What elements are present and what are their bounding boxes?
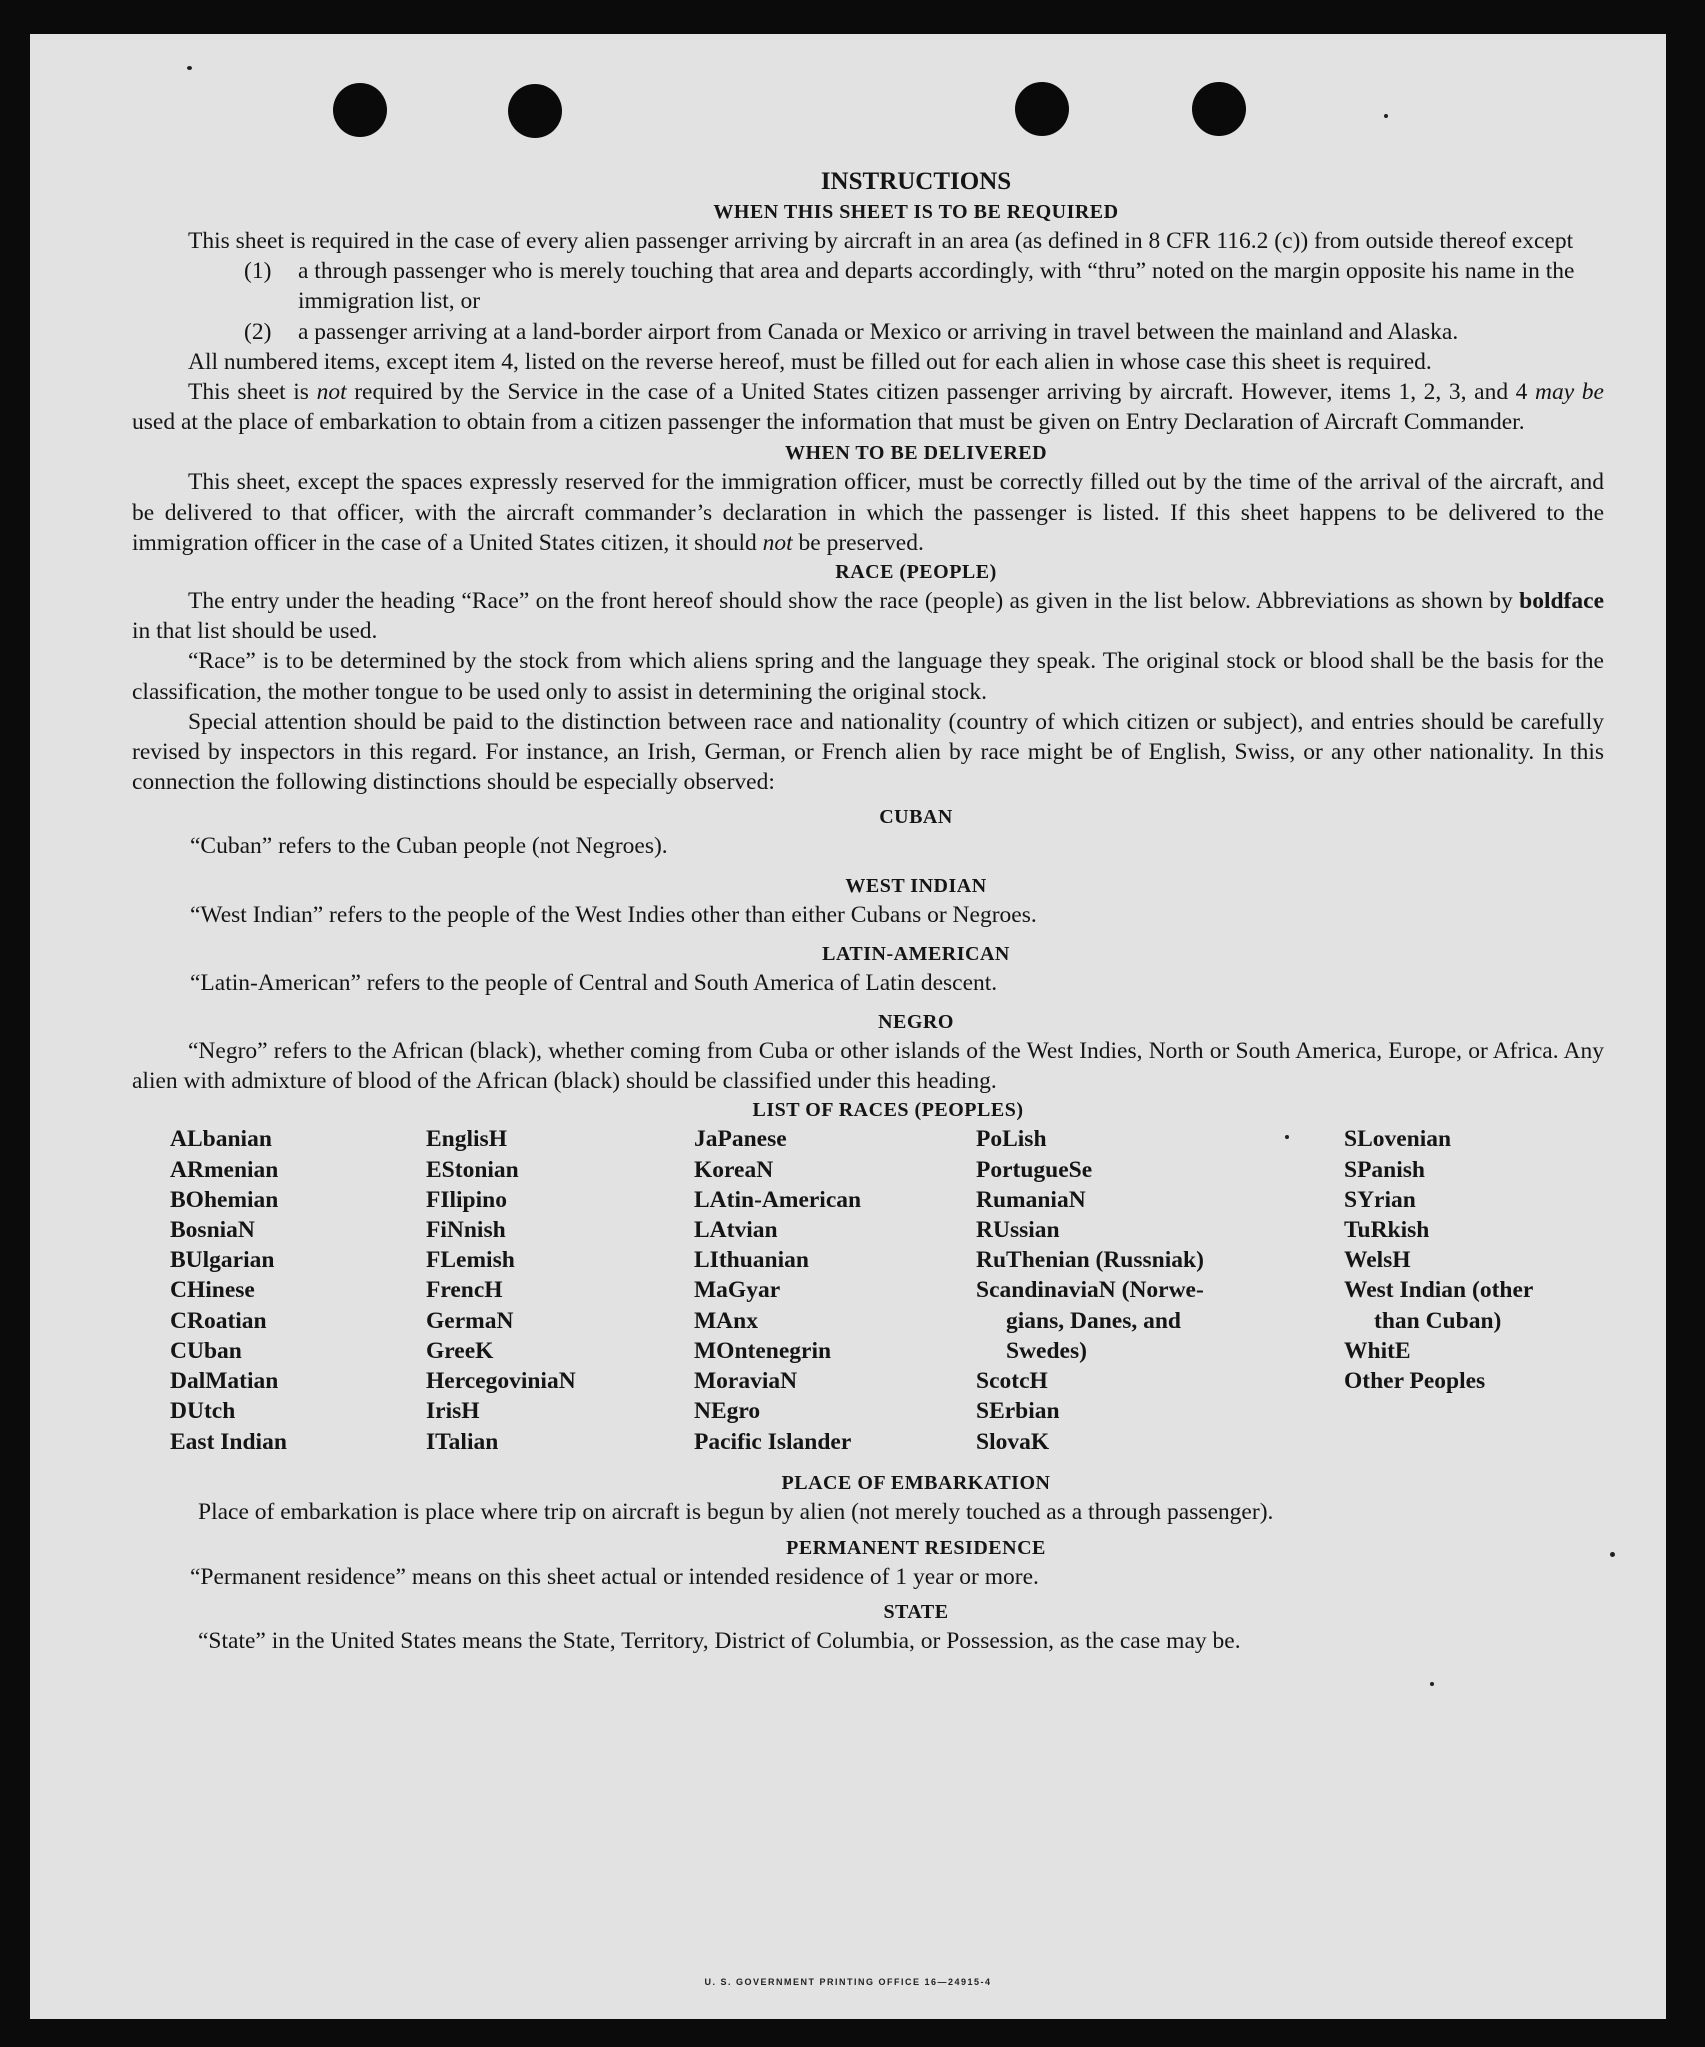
race-entry: WelsH (1344, 1247, 1411, 1274)
race-entry: SPanish (1344, 1156, 1425, 1183)
race-entry: RumaniaN (976, 1186, 1086, 1213)
race-entry: CUban (170, 1337, 242, 1364)
race-entry: SYrian (1344, 1186, 1416, 1213)
heading-latin-american: LATIN-AMERICAN (822, 942, 1010, 965)
page-title: INSTRUCTIONS (820, 168, 1012, 195)
race-entry: LIthuanian (694, 1247, 809, 1274)
race-entry: HercegoviniaN (426, 1368, 576, 1395)
race-entry: ScotcH (976, 1368, 1048, 1395)
race-entry: JaPanese (694, 1126, 787, 1153)
race-entry: BUlgarian (170, 1247, 275, 1274)
race-entry: CHinese (170, 1277, 255, 1304)
heading-cuban: CUBAN (879, 806, 953, 829)
punch-hole (333, 83, 387, 137)
exception-item-1 (244, 256, 1604, 316)
race-entry-continued: Swedes) (1006, 1337, 1087, 1364)
race-entry: FiNnish (426, 1217, 506, 1244)
race-entry: CRoatian (170, 1307, 267, 1334)
punch-hole (1015, 82, 1069, 136)
race-entry: GermaN (426, 1307, 514, 1334)
heading-permanent-residence: PERMANENT RESIDENCE (786, 1536, 1046, 1559)
race-entry: SErbian (976, 1398, 1060, 1425)
latin-american-definition: “Latin-American” refers to the people of Central and South America of Latin descent. (190, 969, 998, 996)
race-entry: ARmenian (170, 1156, 279, 1183)
race-entry: GreeK (426, 1337, 494, 1364)
race-entry: ITalian (426, 1428, 499, 1455)
west-indian-definition: “West Indian” refers to the people of the West Indies other than either Cubans or Negroes. (190, 901, 1037, 928)
race-entry: Pacific Islander (694, 1428, 852, 1455)
document-sheet (30, 34, 1666, 2019)
speck (1610, 1552, 1615, 1557)
race-entry: LAtvian (694, 1217, 778, 1244)
heading-west-indian: WEST INDIAN (845, 874, 987, 897)
numbered-items-paragraph: All numbered items, except item 4, listed on the reverse hereof, must be filled out for each alien in whose case this sheet is required. (188, 348, 1432, 375)
race-entry: KoreaN (694, 1156, 774, 1183)
heading-state: STATE (883, 1600, 949, 1623)
race-entry: MaGyar (694, 1277, 781, 1304)
race-entry: WhitE (1344, 1337, 1411, 1364)
embarkation-definition: Place of embarkation is place where trip on aircraft is begun by alien (not merely touched as a through passenger). (198, 1499, 1274, 1526)
heading-race: RACE (PEOPLE) (835, 561, 997, 584)
race-entry: EnglisH (426, 1126, 507, 1153)
race-entry: FLemish (426, 1247, 515, 1274)
cuban-definition: “Cuban” refers to the Cuban people (not Negroes). (190, 833, 668, 860)
residence-definition: “Permanent residence” means on this sheet actual or intended residence of 1 year or more. (190, 1563, 1039, 1590)
races-column-2 (426, 1124, 576, 1456)
race-paragraph-1: The entry under the heading “Race” on the front hereof should show the race (people) as given in the list below. Abbreviations as shown by boldface in that list should be used. (132, 588, 1604, 645)
race-entry: SLovenian (1344, 1126, 1452, 1153)
races-list (132, 1124, 1604, 1469)
race-entry: West Indian (other (1344, 1277, 1534, 1304)
race-entry: EStonian (426, 1156, 519, 1183)
race-entry: RuThenian (Russniak) (976, 1247, 1204, 1274)
race-paragraph-2: “Race” is to be determined by the stock from which aliens spring and the language they speak. The original stock or blood shall be the basis for the classification, the mother tongue to be used only to assist in determining the original stock. (132, 648, 1604, 705)
heading-when-required: WHEN THIS SHEET IS TO BE REQUIRED (713, 201, 1119, 223)
heading-place-of-embarkation: PLACE OF EMBARKATION (781, 1472, 1051, 1495)
race-entry: PoLish (976, 1126, 1047, 1153)
punch-hole (1192, 82, 1246, 136)
race-entry: MOntenegrin (694, 1337, 832, 1364)
race-entry: FrencH (426, 1277, 503, 1304)
heading-list-of-races: LIST OF RACES (PEOPLES) (752, 1099, 1024, 1122)
race-entry: Other Peoples (1344, 1368, 1486, 1395)
race-entry: BosniaN (170, 1217, 255, 1244)
race-entry: ScandinaviaN (Norwe- (976, 1277, 1204, 1304)
races-column-5 (1344, 1124, 1533, 1396)
races-column-1 (170, 1124, 287, 1456)
item-text: a through passenger who is merely touching that area and departs accordingly, with “thru” noted on the margin opposite his name in the immigration list, or (298, 258, 1575, 315)
race-entry: MoraviaN (694, 1368, 798, 1395)
negro-definition: “Negro” refers to the African (black), whether coming from Cuba or other islands of the West Indies, North or South America, Europe, or Africa. Any alien with admixture of blood of the African (black) should be classified under this heading. (132, 1038, 1604, 1095)
printing-office-footer: U. S. GOVERNMENT PRINTING OFFICE 16—24915-4 (704, 1977, 992, 1987)
item-number: (1) (244, 258, 272, 285)
speck (187, 66, 192, 70)
punch-hole (508, 84, 562, 138)
race-entry: BOhemian (170, 1186, 279, 1213)
race-entry: SlovaK (976, 1428, 1050, 1455)
race-entry: RUssian (976, 1217, 1060, 1244)
race-entry: PortugueSe (976, 1156, 1093, 1183)
races-column-4 (976, 1124, 1204, 1456)
race-entry: ALbanian (170, 1126, 272, 1153)
race-entry: NEgro (694, 1398, 761, 1425)
delivered-paragraph: This sheet, except the spaces expressly reserved for the immigration officer, must be correctly filled out by the time of the arrival of the aircraft, and be delivered to that officer, with the aircraft commander’s declaration in which the passenger is listed. If this sheet happens to be delivered to the immigration officer in the case of a United States citizen, it should not be preserved. (132, 469, 1604, 556)
speck (1384, 114, 1388, 118)
race-entry: IrisH (426, 1398, 480, 1425)
race-entry: LAtin-American (694, 1186, 862, 1213)
race-entry-continued: gians, Danes, and (1006, 1307, 1181, 1334)
item-number: (2) (244, 318, 272, 345)
heading-negro: NEGRO (878, 1011, 954, 1034)
citizen-paragraph: This sheet is not required by the Service in the case of a United States citizen passenger arriving by aircraft. However, items 1, 2, 3, and 4 may be used at the place of embarkation to obtain from a citizen passenger the information that must be given on Entry Declaration of Aircraft Commander. (132, 379, 1604, 436)
race-entry-continued: than Cuban) (1374, 1307, 1502, 1334)
heading-when-delivered: WHEN TO BE DELIVERED (784, 442, 1048, 465)
race-entry: TuRkish (1344, 1217, 1430, 1244)
race-entry: MAnx (694, 1307, 758, 1334)
instructions-content (132, 166, 1604, 1656)
state-definition: “State” in the United States means the State, Territory, District of Columbia, or Possession, as the case may be. (198, 1627, 1241, 1654)
races-column-3 (694, 1124, 861, 1456)
race-entry: East Indian (170, 1428, 287, 1455)
race-entry: FIlipino (426, 1186, 507, 1213)
required-intro: This sheet is required in the case of every alien passenger arriving by aircraft in an area (as defined in 8 CFR 116.2 (c)) from outside thereof except (188, 228, 1574, 254)
race-paragraph-3: Special attention should be paid to the distinction between race and nationality (country of which citizen or subject), and entries should be carefully revised by inspectors in this regard. For instance, an Irish, German, or French alien by race might be of English, Swiss, or any other nationality. In this connection the following distinctions should be especially observed: (132, 708, 1604, 796)
race-entry: DalMatian (170, 1368, 279, 1395)
exception-item-2 (244, 317, 1604, 347)
race-entry: DUtch (170, 1398, 236, 1425)
speck (1430, 1682, 1434, 1686)
item-text: a passenger arriving at a land-border airport from Canada or Mexico or arriving in travel between the mainland and Alaska. (298, 318, 1459, 345)
